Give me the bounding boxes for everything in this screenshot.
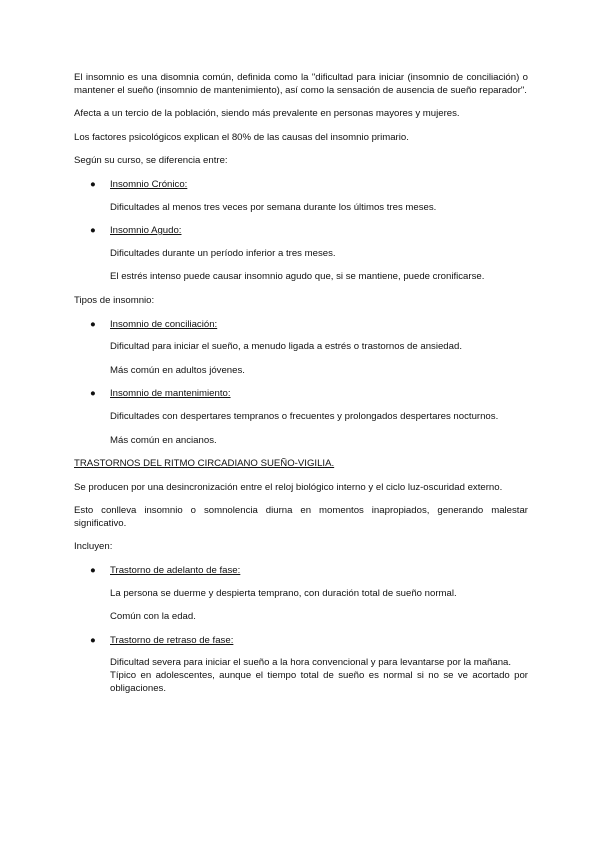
course-intro: Según su curso, se diferencia entre: (74, 155, 228, 167)
acute-desc: Dificultades durante un período inferior a tres meses. (110, 247, 336, 259)
conciliacion-title: Insomnio de conciliación: (110, 318, 218, 330)
mantenimiento-title: Insomnio de mantenimiento: (110, 388, 231, 400)
mantenimiento-desc: Dificultades con despertares tempranos o frecuentes y prolongados despertares nocturnos. (110, 410, 499, 422)
list-item-retraso (74, 635, 528, 648)
bullet-icon: ● (90, 318, 96, 330)
bullet-icon: ● (90, 388, 96, 400)
acute-title: Insomnio Agudo: (110, 225, 182, 237)
list-item-adelanto (74, 565, 528, 578)
conciliacion-desc: Dificultad para iniciar el sueño, a menudo ligada a estrés o trastornos de ansiedad. (110, 341, 462, 353)
retraso-title: Trastorno de retraso de fase: (110, 634, 234, 646)
list-item-conciliacion (74, 319, 528, 332)
list-item-mantenimiento (74, 388, 528, 401)
list-item-chronic (74, 179, 528, 192)
conciliacion-note: Más común en adultos jóvenes. (110, 364, 245, 376)
bullet-icon: ● (90, 178, 96, 190)
bullet-icon: ● (90, 565, 96, 577)
mantenimiento-note: Más común en ancianos. (110, 434, 217, 446)
circadian-heading: TRASTORNOS DEL RITMO CIRCADIANO SUEÑO-VIGILIA. (74, 458, 335, 470)
factors-text: Los factores psicológicos explican el 80% de las causas del insomnio primario. (74, 131, 409, 143)
insomnia-definition: El insomnio es una disomnia común, definida como la "dificultad para iniciar (insomnio de conciliación) o mantener el sueño (insomnio de mantenimiento), así como la sensación de ausencia de sueño reparador". (74, 72, 528, 96)
retraso-note: Típico en adolescentes, aunque el tiempo total de sueño es normal si no se ve acortado por obligaciones. (110, 670, 528, 694)
includes-text: Incluyen: (74, 541, 113, 553)
adelanto-title: Trastorno de adelanto de fase: (110, 565, 241, 577)
retraso-desc: Dificultad severa para iniciar el sueño a la hora convencional y para levantarse por la mañana. (110, 657, 512, 669)
document-page (74, 72, 528, 706)
circadian-p1: Se producen por una desincronización entre el reloj biológico interno y el ciclo luz-oscuridad externo. (74, 481, 503, 493)
bullet-icon: ● (90, 225, 96, 237)
circadian-p2: Esto conlleva insomnio o somnolencia diurna en momentos inapropiados, generando malestar significativo. (74, 505, 528, 529)
bullet-icon: ● (90, 634, 96, 646)
prevalence-text: Afecta a un tercio de la población, siendo más prevalente en personas mayores y mujeres. (74, 108, 460, 120)
adelanto-note: Común con la edad. (110, 611, 196, 623)
chronic-desc: Dificultades al menos tres veces por semana durante los últimos tres meses. (110, 201, 437, 213)
list-item-acute (74, 225, 528, 238)
adelanto-desc: La persona se duerme y despierta temprano, con duración total de sueño normal. (110, 587, 457, 599)
acute-note: El estrés intenso puede causar insomnio agudo que, si se mantiene, puede cronificarse. (110, 271, 485, 283)
chronic-title: Insomnio Crónico: (110, 178, 188, 190)
types-intro: Tipos de insomnio: (74, 294, 155, 306)
